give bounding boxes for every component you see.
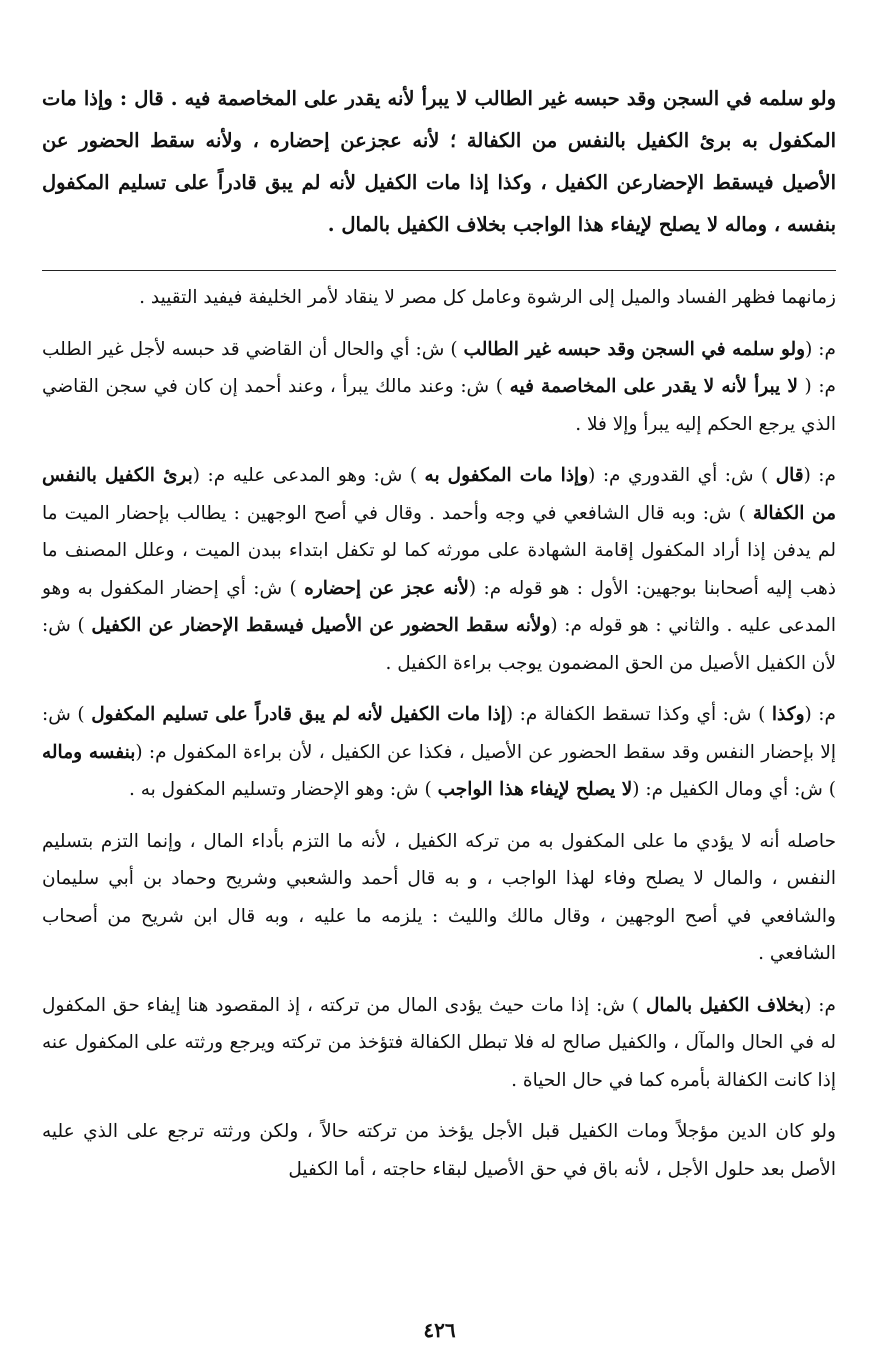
commentary-text: ) ش: أي والحال أن القاضي قد حبسه لأجل غير الطلب م: ( — [42, 338, 837, 397]
quoted-main-text: قال — [775, 465, 804, 486]
commentary-paragraph-5 — [42, 987, 836, 1100]
commentary-text: ) ش: أي ومال الكفيل م: ( — [632, 779, 836, 800]
page-number: ٤٢٦ — [423, 1318, 456, 1342]
quoted-main-text: إذا مات الكفيل لأنه لم يبق قادراً على تسليم المكفول — [91, 704, 506, 725]
commentary-paragraph-0: زمانهما فظهر الفساد والميل إلى الرشوة وعامل كل مصر لا ينقاد لأمر الخليفة فيفيد التقييد . — [139, 287, 836, 308]
quoted-main-text: لأنه عجز عن إحضاره — [304, 577, 469, 599]
commentary-paragraph-2 — [42, 457, 836, 682]
commentary-text: ) ش: إلا بإحضار النفس وقد سقط الحضور عن الأصيل ، فكذا عن الكفيل ، لأن براءة المكفول م: ( — [42, 704, 836, 763]
commentary-text: ) ش: وهو المدعى عليه م: ( — [192, 465, 425, 486]
commentary-text: م: ( — [804, 994, 836, 1016]
quoted-main-text: بنفسه وماله — [42, 741, 136, 763]
page-body — [42, 78, 836, 1202]
commentary-paragraph-6: ولو كان الدين مؤجلاً ومات الكفيل قبل الأجل يؤخذ من تركته حالاً ، ولكن ورثته ترجع على الذي عليه الأصل بعد حلول الأجل ، لأنه باق في حق الأصيل لبقاء حاجته ، أما الكفيل — [42, 1121, 836, 1180]
commentary-text: م: ( — [804, 704, 836, 725]
commentary-text: ) ش: أي القدوري م: ( — [588, 465, 776, 486]
quoted-main-text: برئ الكفيل بالنفس من الكفالة — [42, 465, 836, 524]
commentary-text: ) ش: وهو الإحضار وتسليم المكفول به . — [128, 779, 438, 800]
commentary-text: ) ش: أي وكذا تسقط الكفالة م: ( — [505, 704, 772, 725]
commentary-paragraph-1 — [42, 331, 836, 444]
quoted-main-text: وكذا — [771, 704, 805, 725]
commentary-paragraph-3 — [42, 696, 836, 809]
quoted-main-text: ولو سلمه في السجن وقد حبسه غير الطالب — [463, 338, 806, 360]
main-text-block: ولو سلمه في السجن وقد حبسه غير الطالب لا يبرأ لأنه يقدر على المخاصمة فيه . قال : وإذا مات المكفول به برئ الكفيل بالنفس من الكفالة ؛ لأنه عجزعن إحضاره ، ولأنه سقط الحضور عن الأصيل فيسقط الإحضارعن الكفيل ، وكذا إذا مات الكفيل لأنه لم يبق قادراً على تسليم المكفول بنفسه ، وماله لا يصلح لإيفاء هذا الواجب بخلاف الكفيل بالمال . — [42, 87, 836, 236]
commentary-text: ) ش: وبه قال الشافعي في وجه وأحمد . وقال في أصح الوجهين : يطالب بإحضار الميت ما لم يدفن إذا أراد المكفول إقامة الشهادة على مورثه كما لو تكفل ابتداء ببدن الميت ، وعلل المصنف ما ذهب إليه أصحابنا بوجهين: الأول : هو قوله م: ( — [42, 502, 836, 599]
quoted-main-text: ولأنه سقط الحضور عن الأصيل فيسقط الإحضار عن الكفيل — [91, 615, 551, 636]
quoted-main-text: لا يبرأ لأنه لا يقدر على المخاصمة فيه — [509, 376, 798, 397]
commentary-text: م: ( — [803, 465, 836, 486]
quoted-main-text: وإذا مات المكفول به — [424, 465, 589, 486]
commentary-text: ) ش: وعند مالك يبرأ ، وعند أحمد إن كان في سجن القاضي الذي يرجع الحكم إليه يبرأ وإلا فلا . — [42, 376, 836, 435]
quoted-main-text: بخلاف الكفيل بالمال — [645, 994, 805, 1016]
commentary-paragraph-4: حاصله أنه لا يؤدي ما على المكفول به من تركه الكفيل ، لأنه ما التزم بأداء المال ، وإنما التزم بتسليم النفس ، والمال لا يصلح وفاء لهذا الواجب ، و به قال أحمد والشعبي وشريح وحماد بن أبي سليمان والشافعي في أصح الوجهين ، وقال مالك والليث : يلزمه ما عليه ، وبه قال ابن شريح من أصحاب الشافعي . — [42, 830, 836, 964]
footnote-divider — [42, 270, 836, 271]
commentary-text: ) ش: أي إحضار المكفول به وهو المدعى عليه . والثاني : هو قوله م: ( — [42, 577, 836, 636]
quoted-main-text: لا يصلح لإيفاء هذا الواجب — [437, 779, 633, 800]
commentary-text: ) ش: إذا مات حيث يؤدى المال من تركته ، إذ المقصود هنا إيفاء حق المكفول له في الحال والمآل ، والكفيل صالح له فلا تبطل الكفالة فتؤخذ من تركته ويرجع ورثته على المكفول عنه إذا كانت الكفالة بأمره كما في حال الحياة . — [42, 994, 836, 1091]
commentary-text: ) ش: لأن الكفيل الأصيل من الحق المضمون يوجب براءة الكفيل . — [42, 615, 836, 674]
commentary-text: م: ( — [805, 338, 836, 360]
